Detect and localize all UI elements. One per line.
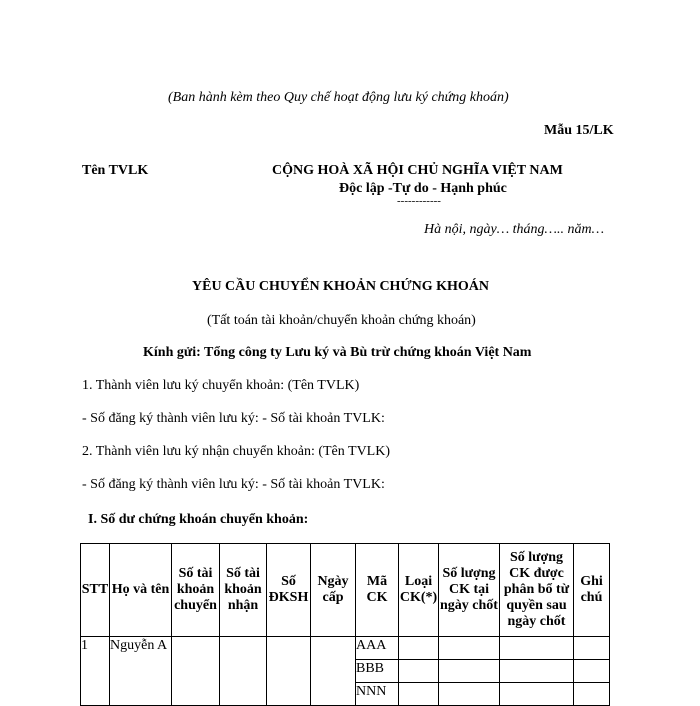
cell-security-type [399,637,439,660]
org-name: Tên TVLK [82,163,149,178]
col-header-account-from: Số tài khoản chuyển [172,544,220,637]
cell-qty-allocated [500,683,574,706]
col-header-note: Ghi chú [574,544,610,637]
issued-with-note: (Ban hành kèm theo Quy chế hoạt động lưu ký chứng khoán) [168,90,509,105]
col-header-account-to: Số tài khoản nhận [220,544,267,637]
form-code: Mẫu 15/LK [544,123,614,138]
cell-dksh [267,637,311,706]
cell-security-code: AAA [356,637,399,660]
cell-qty-record [439,683,500,706]
document-title: YÊU CẦU CHUYỂN KHOẢN CHỨNG KHOÁN [192,279,489,294]
sender-member-line: 1. Thành viên lưu ký chuyển khoản: (Tên TVLK) [82,378,360,393]
col-header-name: Họ và tên [110,544,172,637]
securities-transfer-table [80,543,610,706]
cell-account-to [220,637,267,706]
col-header-security-code: Mã CK [356,544,399,637]
cell-qty-record [439,660,500,683]
cell-qty-record [439,637,500,660]
table-row [81,637,610,660]
place-date: Hà nội, ngày… tháng….. năm… [424,222,605,237]
cell-note [574,637,610,660]
cell-note [574,660,610,683]
col-header-stt: STT [81,544,110,637]
cell-security-code: BBB [356,660,399,683]
receiver-member-line: 2. Thành viên lưu ký nhận chuyển khoản: (Tên TVLK) [82,444,390,459]
cell-security-type [399,660,439,683]
section-1-heading: I. Số dư chứng khoán chuyển khoản: [88,512,309,527]
col-header-security-type: Loại CK(*) [399,544,439,637]
col-header-issue-date: Ngày cấp [311,544,356,637]
cell-stt: 1 [81,637,110,706]
recipient-line: Kính gửi: Tổng công ty Lưu ký và Bù trừ chứng khoán Việt Nam [143,345,532,360]
col-header-qty-allocated: Số lượng CK được phân bổ từ quyền sau ngày chốt [500,544,574,637]
cell-issue-date [311,637,356,706]
receiver-registration-line: - Số đăng ký thành viên lưu ký: - Số tài khoản TVLK: [82,477,385,492]
document-subtitle: (Tất toán tài khoản/chuyển khoản chứng khoán) [207,313,476,328]
motto: Độc lập -Tự do - Hạnh phúc [339,181,507,196]
col-header-qty-record-date: Số lượng CK tại ngày chốt [439,544,500,637]
cell-security-code: NNN [356,683,399,706]
cell-note [574,683,610,706]
cell-account-from [172,637,220,706]
sender-registration-line: - Số đăng ký thành viên lưu ký: - Số tài khoản TVLK: [82,411,385,426]
col-header-dksh: Số ĐKSH [267,544,311,637]
cell-name: Nguyễn A [110,637,172,706]
cell-security-type [399,683,439,706]
nation-title: CỘNG HOÀ XÃ HỘI CHỦ NGHĨA VIỆT NAM [272,163,563,178]
separator: ------------ [397,195,441,207]
cell-qty-allocated [500,660,574,683]
cell-qty-allocated [500,637,574,660]
